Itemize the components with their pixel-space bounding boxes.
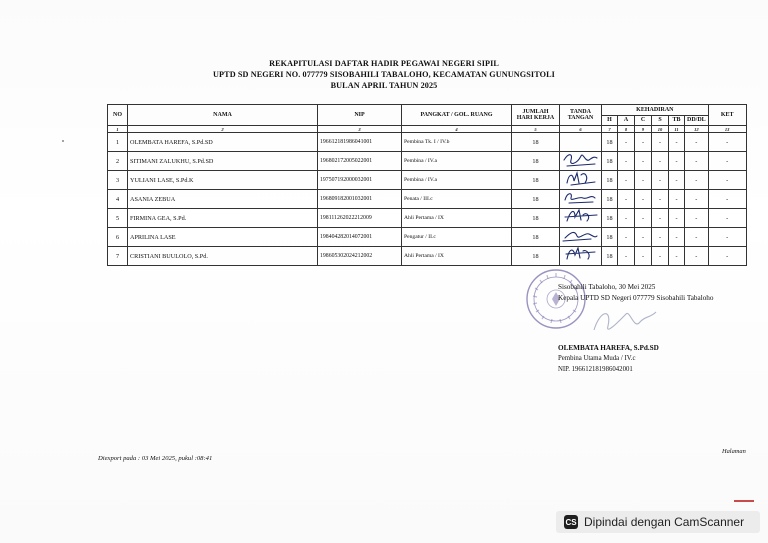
index-cell: 11 [669, 126, 685, 133]
table-row [108, 190, 747, 209]
camscanner-logo-icon: CS [564, 515, 578, 529]
row-ket: - [708, 133, 746, 152]
row-alpa: - [618, 209, 635, 228]
handwritten-signature-icon [560, 190, 602, 209]
row-jumlah-hari: 18 [512, 133, 560, 152]
header-ket: KET [708, 105, 746, 126]
index-cell: 8 [618, 126, 635, 133]
row-ket: - [708, 228, 746, 247]
table-row [108, 171, 747, 190]
table-row [108, 247, 747, 266]
scan-speck [62, 140, 64, 142]
index-cell: 4 [402, 126, 512, 133]
signatory-rank: Pembina Utama Muda / IV.c [558, 355, 636, 362]
index-cell: 10 [652, 126, 669, 133]
row-alpa: - [618, 247, 635, 266]
row-hadir: 18 [602, 171, 618, 190]
row-name: CRISTIANI BUULOLO, S.Pd. [128, 247, 318, 266]
header-tb: TB [669, 116, 685, 126]
row-jumlah-hari: 18 [512, 228, 560, 247]
row-dd-dl: - [685, 190, 709, 209]
row-signature [560, 190, 602, 209]
index-cell: 5 [512, 126, 560, 133]
table-row [108, 209, 747, 228]
row-sakit: - [652, 228, 669, 247]
row-no: 4 [108, 190, 128, 209]
header-no: NO [108, 105, 128, 126]
row-ket: - [708, 152, 746, 171]
row-pangkat: Pembina Tk. I / IV.b [402, 133, 512, 152]
header-tanda-l1: TANDA [570, 108, 591, 115]
row-pangkat: Pengatur / II.c [402, 228, 512, 247]
row-hadir: 18 [602, 247, 618, 266]
camscanner-label: Dipindai dengan CamScanner [584, 515, 745, 529]
row-alpa: - [618, 133, 635, 152]
row-signature [560, 152, 602, 171]
signatory-nip: NIP. 196612181986042001 [558, 366, 633, 373]
row-hadir: 18 [602, 152, 618, 171]
row-sakit: - [652, 247, 669, 266]
attendance-table [107, 104, 747, 266]
row-no: 5 [108, 209, 128, 228]
row-no: 7 [108, 247, 128, 266]
header-nip: NIP [318, 105, 402, 126]
row-nip: 197507192000032001 [318, 171, 402, 190]
row-no: 2 [108, 152, 128, 171]
row-name: OLEMBATA HAREFA, S.Pd.SD [128, 133, 318, 152]
doc-subtitle-school: UPTD SD NEGERI NO. 077779 SISOBAHILI TABALOHO, KECAMATAN GUNUNGSITOLI [213, 70, 555, 79]
row-pangkat: Pembina / IV.a [402, 171, 512, 190]
row-tb: - [669, 171, 685, 190]
row-tb: - [669, 152, 685, 171]
header-pangkat: PANGKAT / GOL. RUANG [402, 105, 512, 126]
row-dd-dl: - [685, 133, 709, 152]
row-signature [560, 209, 602, 228]
row-tb: - [669, 190, 685, 209]
row-no: 6 [108, 228, 128, 247]
row-signature [560, 228, 602, 247]
header-c: C [635, 116, 652, 126]
row-alpa: - [618, 152, 635, 171]
row-sakit: - [652, 152, 669, 171]
row-sakit: - [652, 133, 669, 152]
row-dd-dl: - [685, 247, 709, 266]
row-dd-dl: - [685, 209, 709, 228]
handwritten-signature-icon [560, 209, 602, 228]
header-jumlah-l1: JUMLAH [522, 108, 549, 115]
signatory-name: OLEMBATA HAREFA, S.Pd.SD [558, 344, 659, 352]
row-name: FIRMINA GEA, S.Pd. [128, 209, 318, 228]
row-nip: 198404282014072001 [318, 228, 402, 247]
row-hadir: 18 [602, 190, 618, 209]
index-cell: 1 [108, 126, 128, 133]
row-pangkat: Ahli Pertama / IX [402, 209, 512, 228]
row-tb: - [669, 133, 685, 152]
table-row [108, 152, 747, 171]
row-no: 3 [108, 171, 128, 190]
camscanner-watermark [556, 511, 760, 533]
row-hadir: 18 [602, 228, 618, 247]
row-cuti: - [635, 209, 652, 228]
row-cuti: - [635, 190, 652, 209]
row-ket: - [708, 209, 746, 228]
header-nama: NAMA [128, 105, 318, 126]
table-row [108, 228, 747, 247]
row-no: 1 [108, 133, 128, 152]
header-s: S [652, 116, 669, 126]
row-sakit: - [652, 171, 669, 190]
row-tb: - [669, 247, 685, 266]
row-ket: - [708, 247, 746, 266]
handwritten-signature-icon [560, 228, 602, 247]
index-cell: 9 [635, 126, 652, 133]
index-cell: 6 [560, 126, 602, 133]
row-alpa: - [618, 190, 635, 209]
row-dd-dl: - [685, 152, 709, 171]
row-signature [560, 171, 602, 190]
signature-place-date: Sisobahili Tabaloho, 30 Mei 2025 [558, 283, 656, 291]
index-cell: 2 [128, 126, 318, 133]
row-name: SITIMANI ZALUKHU, S.Pd.SD [128, 152, 318, 171]
row-hadir: 18 [602, 209, 618, 228]
row-ket: - [708, 190, 746, 209]
row-signature [560, 247, 602, 266]
header-kehadiran: KEHADIRAN [602, 105, 709, 116]
header-jumlah-l2: HARI KERJA [516, 115, 555, 121]
row-cuti: - [635, 152, 652, 171]
index-cell: 7 [602, 126, 618, 133]
red-mark [734, 500, 754, 502]
row-name: YULIANI LASE, S.Pd.K [128, 171, 318, 190]
header-h: H [602, 116, 618, 126]
row-jumlah-hari: 18 [512, 209, 560, 228]
row-sakit: - [652, 190, 669, 209]
row-signature [560, 133, 602, 152]
row-dd-dl: - [685, 228, 709, 247]
page-label: Halaman [722, 448, 746, 455]
row-sakit: - [652, 209, 669, 228]
row-name: APRILINA LASE [128, 228, 318, 247]
row-pangkat: Penata / III.c [402, 190, 512, 209]
index-cell: 3 [318, 126, 402, 133]
header-tanda [560, 105, 602, 126]
row-pangkat: Ahli Pertama / IX [402, 247, 512, 266]
signature-position: Kepala UPTD SD Negeri 077779 Sisobahili Tabaloho [558, 294, 714, 302]
row-nip: 196612181986041001 [318, 133, 402, 152]
row-dd-dl: - [685, 171, 709, 190]
header-tanda-l2: TANGAN [567, 115, 594, 121]
row-nip: 196802172005022001 [318, 152, 402, 171]
row-jumlah-hari: 18 [512, 190, 560, 209]
header-a: A [618, 116, 635, 126]
row-tb: - [669, 209, 685, 228]
header-dd: DD/DL [685, 116, 709, 126]
export-note: Diexport pada : 03 Mei 2025, pukul :08:41 [98, 455, 213, 462]
headmaster-signature-icon [590, 300, 660, 342]
row-alpa: - [618, 228, 635, 247]
row-cuti: - [635, 247, 652, 266]
row-name: ASANIA ZEBUA [128, 190, 318, 209]
doc-title: REKAPITULASI DAFTAR HADIR PEGAWAI NEGERI SIPIL [269, 59, 499, 68]
row-jumlah-hari: 18 [512, 247, 560, 266]
handwritten-signature-icon [560, 247, 602, 266]
column-index-row [108, 126, 747, 133]
row-nip: 198111262022212009 [318, 209, 402, 228]
index-cell: 12 [685, 126, 709, 133]
handwritten-signature-icon [560, 171, 602, 190]
row-nip: 196809182001032001 [318, 190, 402, 209]
row-jumlah-hari: 18 [512, 152, 560, 171]
row-jumlah-hari: 18 [512, 171, 560, 190]
row-alpa: - [618, 171, 635, 190]
doc-subtitle-period: BULAN APRIL TAHUN 2025 [330, 81, 438, 90]
row-cuti: - [635, 228, 652, 247]
index-cell: 13 [708, 126, 746, 133]
row-hadir: 18 [602, 133, 618, 152]
handwritten-signature-icon [560, 152, 602, 171]
row-tb: - [669, 228, 685, 247]
row-ket: - [708, 171, 746, 190]
row-cuti: - [635, 171, 652, 190]
header-jumlah [512, 105, 560, 126]
row-nip: 198605302024212002 [318, 247, 402, 266]
row-pangkat: Pembina / IV.a [402, 152, 512, 171]
table-row [108, 133, 747, 152]
row-cuti: - [635, 133, 652, 152]
